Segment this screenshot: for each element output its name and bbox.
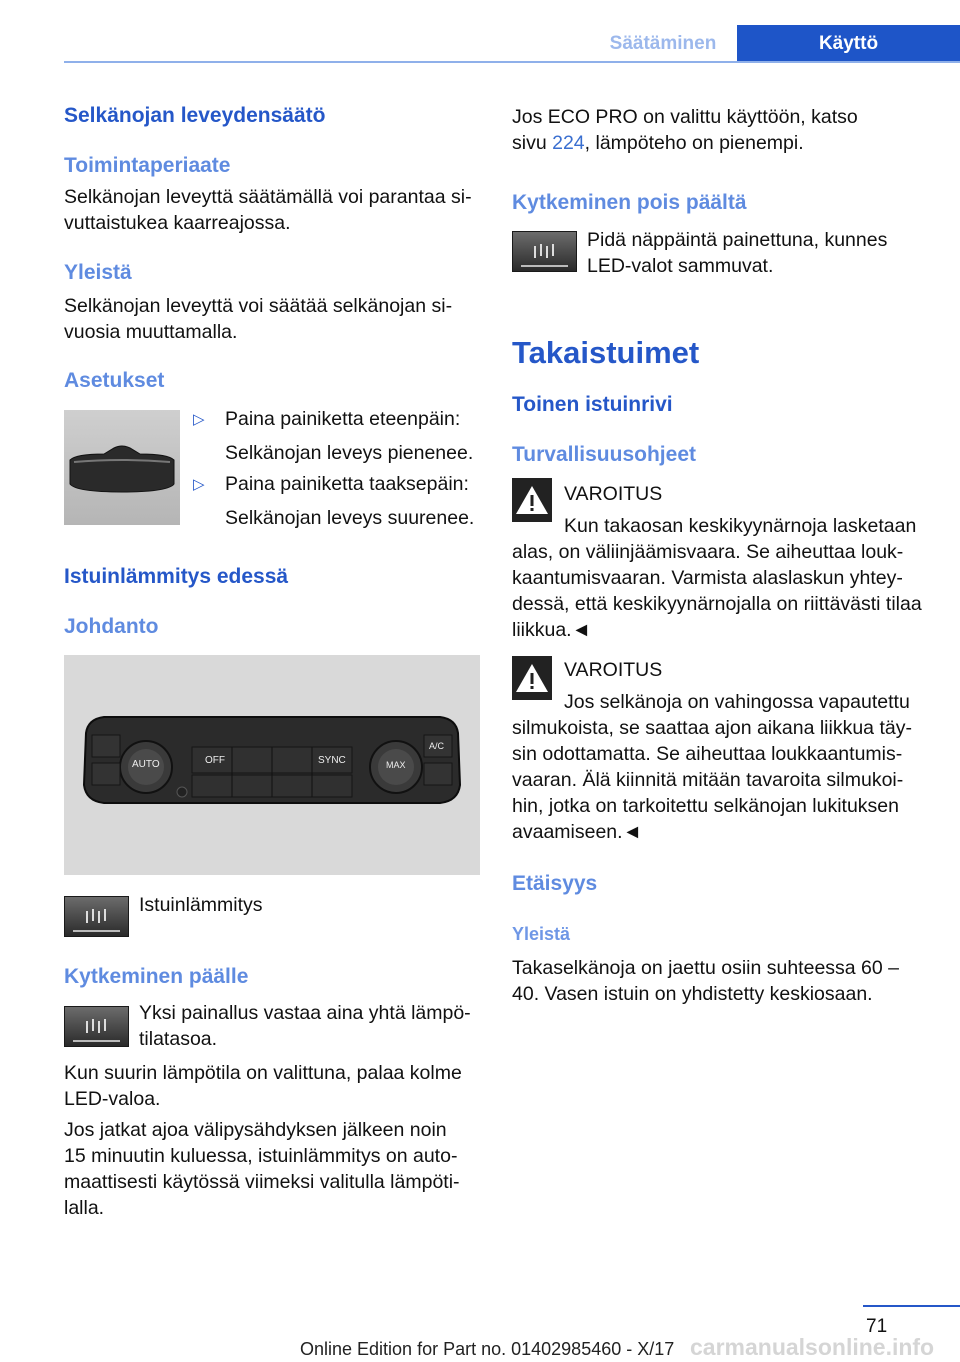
icon-caption: Istuinlämmitys bbox=[139, 894, 263, 916]
header-rule bbox=[64, 61, 960, 63]
heading-safety: Turvallisuusohjeet bbox=[512, 443, 696, 466]
watermark: carmanualsonline.info bbox=[690, 1334, 935, 1360]
seat-heating-button-icon bbox=[64, 1006, 129, 1047]
heading-intro: Johdanto bbox=[64, 615, 159, 638]
panel-label-ac: A/C bbox=[429, 741, 445, 751]
heading-rear-seats: Takaistuimet bbox=[512, 335, 700, 370]
paragraph-principle: Selkänojan leveyttä säätämällä voi parantaa si- vuttaistukea kaarreajossa. bbox=[64, 186, 472, 234]
tab-saataminen[interactable]: Säätäminen bbox=[609, 33, 717, 54]
warning-1-text: Kun takaosan keskikyynärnoja lasketaan alas, on väliinjäämisvaara. Se aiheuttaa louk- kaantumisvaaran. Varmista alaslaskun yhtey- dessä, että keskikyynärnojalla on riittävästi tilaa liikkua.◄ bbox=[512, 515, 922, 641]
tab-kaytto[interactable]: Käyttö bbox=[737, 25, 960, 62]
paragraph-continue: Jos jatkat ajoa välipysähdyksen jälkeen noin 15 minuutin kuluessa, istuinlämmitys on auto- maattisesti käytössä viimeksi valitulla lämpöti- lalla. bbox=[64, 1119, 460, 1219]
settings-item-back: Paina painiketta taaksepäin: bbox=[225, 473, 469, 495]
edition-line: Online Edition for Part no. 01402985460 - X/17 bbox=[300, 1339, 675, 1359]
paragraph-max-temp: Kun suurin lämpötila on valittuna, palaa kolme LED-valoa. bbox=[64, 1062, 462, 1110]
heading-switch-on: Kytkeminen päälle bbox=[64, 965, 249, 988]
heading-general: Yleistä bbox=[64, 261, 132, 284]
settings-item-forward: Paina painiketta eteenpäin: bbox=[225, 408, 461, 430]
paragraph-distance: Takaselkänoja on jaettu osiin suhteessa 60 – 40. Vasen istuin on yhdistetty keskiosaan. bbox=[512, 957, 900, 1005]
heading-seat-heating: Istuinlämmitys edessä bbox=[64, 565, 289, 588]
paragraph-general: Selkänojan leveyttä voi säätää selkänojan si- vuosia muuttamalla. bbox=[64, 295, 453, 343]
bullet-triangle-icon: ▷ bbox=[193, 411, 205, 428]
warning-2-title: VAROITUS bbox=[564, 659, 663, 681]
bullet-triangle-icon: ▷ bbox=[193, 476, 205, 493]
page-number: 71 bbox=[866, 1316, 888, 1337]
heading-settings: Asetukset bbox=[64, 369, 165, 392]
paragraph-eco: Jos ECO PRO on valittu käyttöön, katso sivu 224, lämpöteho on pienempi. bbox=[512, 106, 858, 154]
climate-panel-drawing bbox=[64, 655, 480, 875]
seat-heating-button-icon bbox=[64, 896, 129, 937]
heading-general-2: Yleistä bbox=[512, 924, 571, 944]
paragraph-switch-on: Yksi painallus vastaa aina yhtä lämpö- tilatasoa. bbox=[139, 1002, 471, 1050]
climate-panel-image bbox=[64, 655, 480, 875]
settings-result-forward: Selkänojan leveys pienenee. bbox=[225, 442, 474, 464]
seat-heating-button-icon bbox=[512, 231, 577, 272]
backrest-switch-image bbox=[64, 410, 180, 525]
warning-2-text: Jos selkänoja on vahingossa vapautettu silmukoista, se saattaa ajon aikana liikkua täy- sin odottamatta. Se aiheuttaa loukkaantumis- vaaran. Älä kiinnitä mitään tavaroita silmukoi- hin, jotka on tarkoitettu selkänojan lukituksen avaamiseen.◄ bbox=[512, 691, 912, 843]
settings-result-back: Selkänojan leveys suurenee. bbox=[225, 507, 475, 529]
heading-second-row: Toinen istuinrivi bbox=[512, 393, 673, 416]
heading-switch-off: Kytkeminen pois päältä bbox=[512, 191, 747, 214]
footer-rule bbox=[863, 1305, 960, 1307]
panel-label-sync: SYNC bbox=[318, 755, 346, 766]
page-link-224[interactable]: 224 bbox=[552, 132, 585, 154]
heading-principle: Toimintaperiaate bbox=[64, 154, 231, 177]
panel-label-auto: AUTO bbox=[132, 759, 160, 770]
backrest-switch-drawing bbox=[64, 410, 180, 525]
panel-label-max: MAX bbox=[386, 760, 406, 770]
heading-backrest-width: Selkänojan leveydensäätö bbox=[64, 104, 326, 127]
heading-distance: Etäisyys bbox=[512, 872, 598, 895]
warning-1-title: VAROITUS bbox=[564, 483, 663, 505]
paragraph-switch-off: Pidä näppäintä painettuna, kunnes LED-valot sammuvat. bbox=[587, 229, 888, 277]
panel-label-off: OFF bbox=[205, 755, 225, 766]
